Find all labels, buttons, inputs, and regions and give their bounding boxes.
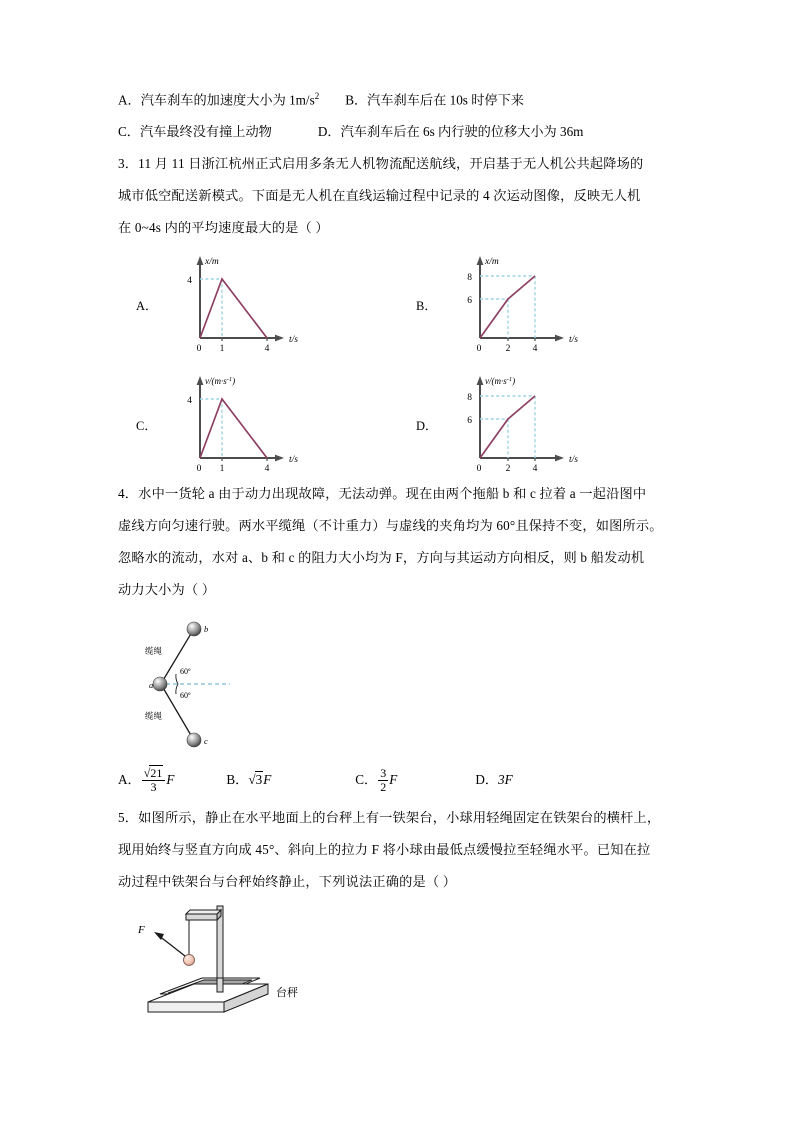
q3-graph-b-xaxis-label: t/s: [569, 335, 578, 346]
q5-force-label: F: [138, 924, 145, 937]
q3-graph-c-xaxis-label: t/s: [289, 455, 298, 466]
q4-figure: [118, 612, 683, 762]
q5-figure-svg: [100, 902, 400, 1027]
q3-graph-c-xtick-0: 0: [196, 464, 202, 475]
q3-graph-a-xaxis-label: t/s: [289, 335, 298, 346]
vessel-a-icon: [153, 677, 167, 691]
q5-figure: [118, 902, 683, 1027]
q2-option-a-superscript: 2: [314, 91, 320, 101]
q4-node-b-label: b: [204, 624, 209, 635]
q3-graph-b-xtick-0: 0: [476, 344, 482, 355]
q3-line-1: 3．11 月 11 日浙江杭州正式启用多条无人机物流配送航线，开启基于无人机公共起降场的: [118, 156, 644, 172]
q2-options-row-1: [118, 80, 683, 116]
q3-graph-b-ytick-8: 8: [467, 273, 472, 284]
tugboat-b-icon: [187, 622, 201, 636]
q2-option-b: B．汽车刹车后在 10s 时停下来: [345, 92, 524, 108]
q4-option-c-value: $\frac{3}{2}$ F: [380, 766, 398, 794]
q3-graph-b-xtick-2: 2: [505, 344, 511, 355]
q4-option-b-letter: B．: [226, 772, 249, 788]
q4-node-c-label: c: [204, 736, 208, 747]
q3-graph-a-xtick-4: 4: [264, 344, 270, 355]
q3-graph-c: [128, 368, 378, 480]
q3-graph-a-ytick: 4: [187, 276, 192, 287]
q4-line-3: 忽略水的流动，水对 a、b 和 c 的阻力大小均为 F，方向与其运动方向相反，则 b 船发动机: [118, 550, 645, 566]
q5-line-3: 动过程中铁架台与台秤始终静止，下列说法正确的是（ ）: [118, 874, 457, 890]
q3-graph-b-svg: [438, 248, 638, 360]
q3-graph-b-xtick-4: 4: [532, 344, 538, 355]
q4-cable-label-top: 缆绳: [145, 646, 163, 657]
q4-figure-svg: [118, 612, 418, 762]
q3-graph-c-ytick: 4: [187, 396, 192, 407]
q4-option-d-letter: D．: [475, 772, 499, 788]
q4-option-c-letter: C．: [355, 772, 378, 788]
q3-graph-d-xtick-2: 2: [505, 464, 511, 475]
q4-node-a-label: a: [149, 680, 154, 691]
q3-graph-c-label: C．: [136, 419, 157, 434]
q3-graph-c-xtick-4: 4: [264, 464, 270, 475]
q3-graph-a-xtick-0: 0: [196, 344, 202, 355]
q3-graph-d-ytick-8: 8: [467, 393, 472, 404]
q3-graph-b-label: B．: [416, 299, 437, 314]
q3-graph-d-xtick-0: 0: [476, 464, 482, 475]
q3-graph-c-xtick-1: 1: [219, 464, 225, 475]
q4-option-a-letter: A．: [118, 772, 141, 788]
q2-option-d: D．汽车刹车后在 6s 内行驶的位移大小为 36m: [317, 124, 584, 140]
q4-option-d-value: 3F: [498, 772, 513, 788]
q3-line-3: 在 0~4s 内的平均速度最大的是（ ）: [118, 220, 329, 236]
q3-graph-b-yaxis-label: x/m: [485, 257, 499, 268]
q2-option-a: A．汽车刹车的加速度大小为 1m/s: [118, 92, 315, 108]
q5-line-1: 5．如图所示，静止在水平地面上的台秤上有一铁架台，小球用轻绳固定在铁架台的横杆上，: [118, 810, 661, 826]
q5-scale-label: 台秤: [276, 987, 298, 1000]
q3-graph-a: [128, 248, 378, 360]
q4-option-a-value: $\frac{√21}{3}$ F: [143, 766, 175, 794]
q3-graph-b-ytick-6: 6: [467, 296, 472, 307]
page-content: [118, 80, 683, 1027]
q3-graph-grid: [118, 248, 683, 478]
q3-graph-d-xaxis-label: t/s: [569, 455, 578, 466]
q2-option-c: C．汽车最终没有撞上动物: [118, 124, 272, 140]
q3-graph-a-yaxis-label: x/m: [205, 257, 219, 268]
q3-graph-a-label: A．: [136, 299, 158, 314]
q3-graph-d-label: D．: [416, 419, 438, 434]
q4-options-row: [118, 764, 683, 796]
q3-line-2: 城市低空配送新模式。下面是无人机在直线运输过程中记录的 4 次运动图像，反映无人机: [118, 188, 641, 204]
q5-line-2: 现用始终与竖直方向成 45°、斜向上的拉力 F 将小球由最低点缓慢拉至轻绳水平。已知在拉: [118, 842, 651, 858]
q3-graph-d-xtick-4: 4: [532, 464, 538, 475]
q4-line-2: 虚线方向匀速行驶。两水平缆绳（不计重力）与虚线的夹角均为 60°且保持不变，如图所示。: [118, 518, 663, 534]
q3-graph-a-xtick-1: 1: [219, 344, 225, 355]
q3-graph-d: [408, 368, 658, 480]
q4-option-b-value: √3F: [248, 772, 272, 788]
q4-angle-bottom: 60º: [180, 691, 191, 701]
q4-cable-label-bottom: 缆绳: [145, 711, 163, 722]
q3-graph-a-svg: [158, 248, 358, 360]
tugboat-c-icon: [187, 733, 201, 747]
q3-graph-d-yaxis-label: $v/(m\cdot s^{-1})$: [485, 376, 516, 387]
q2-options-row-2: [118, 116, 683, 148]
q4-line-1: 4．水中一货轮 a 由于动力出现故障，无法动弹。现在由两个拖船 b 和 c 拉着 a 一起沿图中: [118, 486, 647, 502]
q3-graph-d-ytick-6: 6: [467, 416, 472, 427]
q3-graph-c-svg: [158, 368, 358, 480]
q3-graph-c-yaxis-label: $v/(m\cdot s^{-1})$: [205, 376, 236, 387]
q3-graph-b: [408, 248, 658, 360]
q4-angle-top: 60º: [180, 667, 191, 677]
q4-line-4: 动力大小为（ ）: [118, 582, 216, 598]
small-ball-icon: [184, 955, 195, 966]
q3-graph-d-svg: [438, 368, 638, 480]
